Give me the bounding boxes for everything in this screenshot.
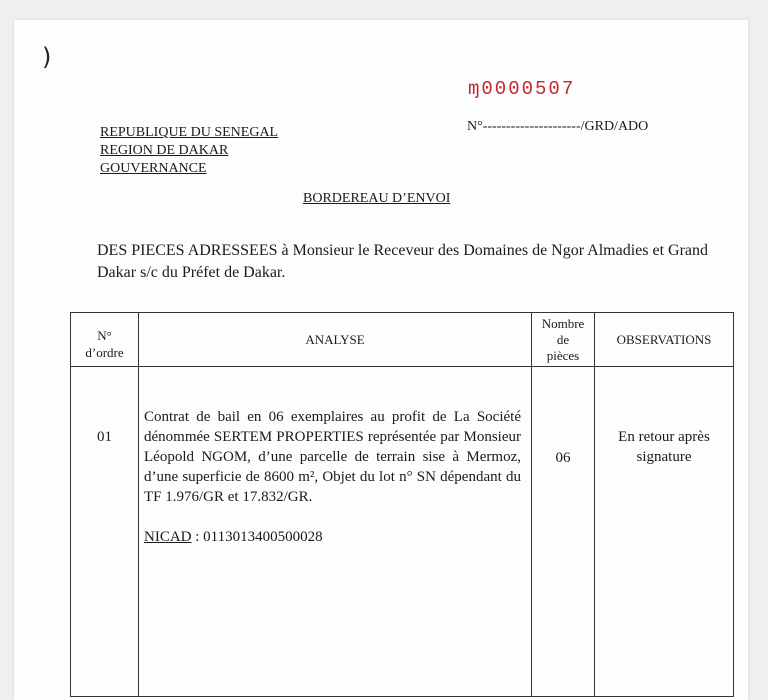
header-observations: OBSERVATIONS (595, 313, 734, 367)
issuer-header (100, 124, 278, 178)
header-order-line2: d’ordre (85, 345, 124, 360)
header-order (71, 313, 139, 367)
table-header-row (71, 313, 734, 367)
table-row (71, 367, 734, 697)
header-gouvernance: GOUVERNANCE (100, 161, 207, 176)
row-observations (595, 367, 734, 697)
header-count (532, 313, 595, 367)
nicad-value: : 0113013400500028 (191, 529, 323, 545)
punch-mark: ) (42, 43, 52, 71)
header-region: REGION DE DAKAR (100, 143, 229, 158)
header-count-line2: de (556, 331, 570, 347)
header-count-line1: Nombre (541, 315, 585, 331)
header-analyse: ANALYSE (139, 313, 532, 367)
row-count: 06 (532, 367, 595, 697)
nicad-label: NICAD (144, 529, 192, 545)
row-analyse (139, 367, 532, 697)
row-nicad (144, 527, 521, 547)
stamp-digits: 0000507 (481, 78, 576, 100)
header-count-line3: pièces (546, 347, 580, 363)
header-republic: REPUBLIQUE DU SENEGAL (100, 125, 279, 140)
addressee-text: DES PIECES ADRESSEES à Monsieur le Receveur des Domaines de Ngor Almadies et Grand Dakar s/c du Préfet de Dakar. (97, 242, 709, 281)
observation-line1: En retour après (618, 429, 710, 445)
stamp-number (468, 78, 575, 100)
observation-line2: signature (636, 449, 692, 465)
pieces-table (70, 312, 734, 697)
row-order: 01 (71, 367, 139, 697)
stamp-prefix: ɱ (468, 78, 482, 100)
header-order-line1: N° (97, 328, 112, 343)
row-analyse-text: Contrat de bail en 06 exemplaires au profit de La Société dénommée SERTEM PROPERTIES représentée par Monsieur Léopold NGOM, d’une parcelle de terrain sise à Mermoz, d’une superficie de 8600 m², Objet du lot n° SN dépendant du TF 1.976/GR et 17.832/GR. (144, 409, 521, 505)
reference-number: N°---------------------/GRD/ADO (467, 119, 649, 134)
document-title: BORDEREAU D’ENVOI (303, 191, 451, 206)
